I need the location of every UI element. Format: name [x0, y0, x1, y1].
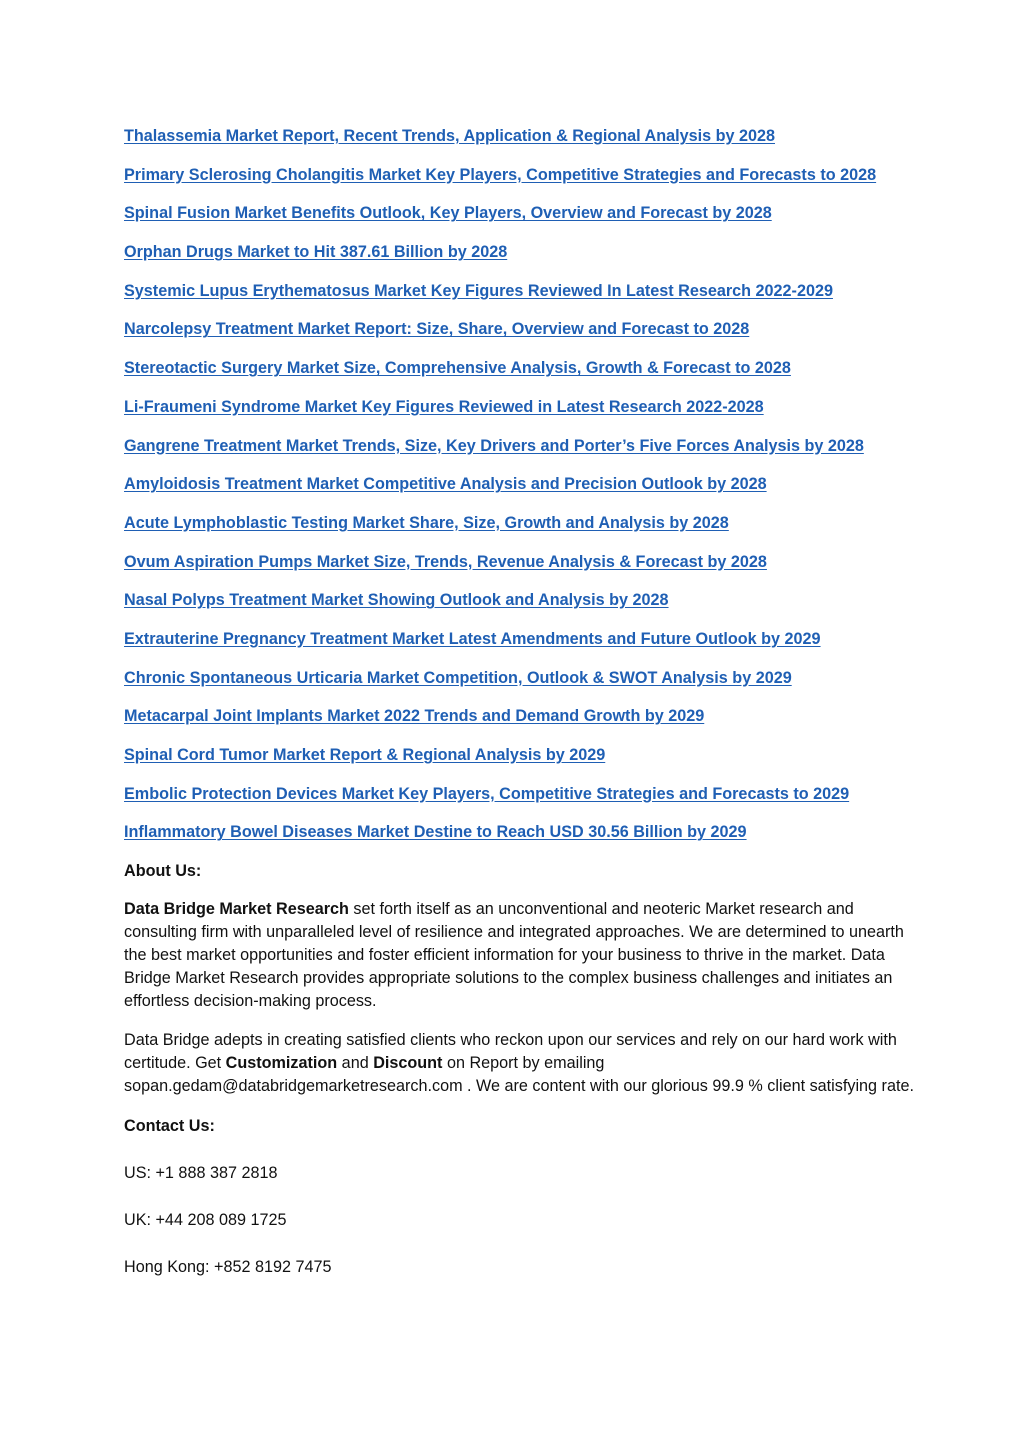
about-paragraph: [124, 898, 914, 1013]
report-link[interactable]: Narcolepsy Treatment Market Report: Size, Share, Overview and Forecast to 2028: [124, 320, 750, 339]
contact-uk-phone: UK: +44 208 089 1725: [124, 1211, 287, 1230]
discount-label: Discount: [373, 1054, 443, 1073]
contact-hk-phone: Hong Kong: +852 8192 7475: [124, 1258, 332, 1277]
list-item: [124, 666, 914, 705]
list-item: [124, 588, 914, 627]
list-item: [124, 434, 914, 473]
report-link[interactable]: Thalassemia Market Report, Recent Trends, Application & Regional Analysis by 2028: [124, 127, 775, 145]
report-link[interactable]: Acute Lymphoblastic Testing Market Share, Size, Growth and Analysis by 2028: [124, 513, 729, 532]
list-item: [124, 550, 914, 589]
list-item: [124, 279, 914, 318]
offer-text-c: on Report by emailing sopan.gedam@databridgemarketresearch.com . We are content with our glorious 99.9 % client satisfying rate.: [124, 1054, 914, 1096]
report-link[interactable]: Li-Fraumeni Syndrome Market Key Figures Reviewed in Latest Research 2022-2028: [124, 397, 764, 416]
report-link[interactable]: Chronic Spontaneous Urticaria Market Competition, Outlook & SWOT Analysis by 2029: [124, 668, 792, 687]
list-item: [124, 317, 914, 356]
report-link[interactable]: Primary Sclerosing Cholangitis Market Key Players, Competitive Strategies and Forecasts to 2028: [124, 165, 877, 184]
list-item: [124, 472, 914, 511]
report-link[interactable]: Orphan Drugs Market to Hit 387.61 Billion by 2028: [124, 243, 508, 262]
list-item: [124, 743, 914, 782]
report-link[interactable]: Stereotactic Surgery Market Size, Comprehensive Analysis, Growth & Forecast to 2028: [124, 359, 791, 378]
list-item: [124, 820, 914, 859]
offer-text-a: Data Bridge adepts in creating satisfied clients who reckon upon our services and rely on our hard work with certitude. Get: [124, 1031, 897, 1073]
report-link[interactable]: Systemic Lupus Erythematosus Market Key Figures Reviewed In Latest Research 2022-2029: [124, 281, 833, 300]
list-item: [124, 627, 914, 666]
document-page: [124, 124, 914, 1279]
report-link[interactable]: Metacarpal Joint Implants Market 2022 Trends and Demand Growth by 2029: [124, 707, 705, 726]
list-item: [124, 163, 914, 202]
list-item: [124, 704, 914, 743]
report-link[interactable]: Inflammatory Bowel Diseases Market Destine to Reach USD 30.56 Billion by 2029: [124, 823, 747, 842]
report-link-list: [124, 124, 914, 859]
list-item: [124, 395, 914, 434]
customization-label: Customization: [225, 1054, 338, 1073]
list-item: [124, 240, 914, 279]
list-item: [124, 201, 914, 240]
report-link[interactable]: Nasal Polyps Treatment Market Showing Outlook and Analysis by 2028: [124, 591, 669, 610]
company-name: Data Bridge Market Research: [124, 900, 349, 919]
report-link[interactable]: Gangrene Treatment Market Trends, Size, Key Drivers and Porter’s Five Forces Analysis by 2028: [124, 436, 864, 455]
contact-us-phone: US: +1 888 387 2818: [124, 1164, 278, 1183]
report-link[interactable]: Embolic Protection Devices Market Key Players, Competitive Strategies and Forecasts to 2029: [124, 784, 850, 803]
list-item: [124, 356, 914, 395]
about-heading: About Us:: [124, 862, 202, 881]
report-link[interactable]: Spinal Cord Tumor Market Report & Regional Analysis by 2029: [124, 746, 606, 764]
offer-paragraph: [124, 1029, 914, 1098]
about-paragraph-text: set forth itself as an unconventional and neoteric Market research and consulting firm with unparalleled level of resilience and integrated approaches. We are determined to unearth the best market opportunities and foster efficient information for your business to thrive in the market. Data Bridge Market Research provides appropriate solutions to the complex business challenges and initiates an effortless decision-making process.: [124, 900, 904, 1011]
offer-text-b: and: [337, 1054, 374, 1073]
list-item: [124, 511, 914, 550]
contact-heading: Contact Us:: [124, 1117, 215, 1136]
report-link[interactable]: Spinal Fusion Market Benefits Outlook, Key Players, Overview and Forecast by 2028: [124, 204, 772, 223]
list-item: [124, 124, 914, 163]
report-link[interactable]: Extrauterine Pregnancy Treatment Market Latest Amendments and Future Outlook by 2029: [124, 629, 821, 648]
report-link[interactable]: Amyloidosis Treatment Market Competitive Analysis and Precision Outlook by 2028: [124, 475, 767, 494]
report-link[interactable]: Ovum Aspiration Pumps Market Size, Trends, Revenue Analysis & Forecast by 2028: [124, 552, 767, 571]
list-item: [124, 782, 914, 821]
